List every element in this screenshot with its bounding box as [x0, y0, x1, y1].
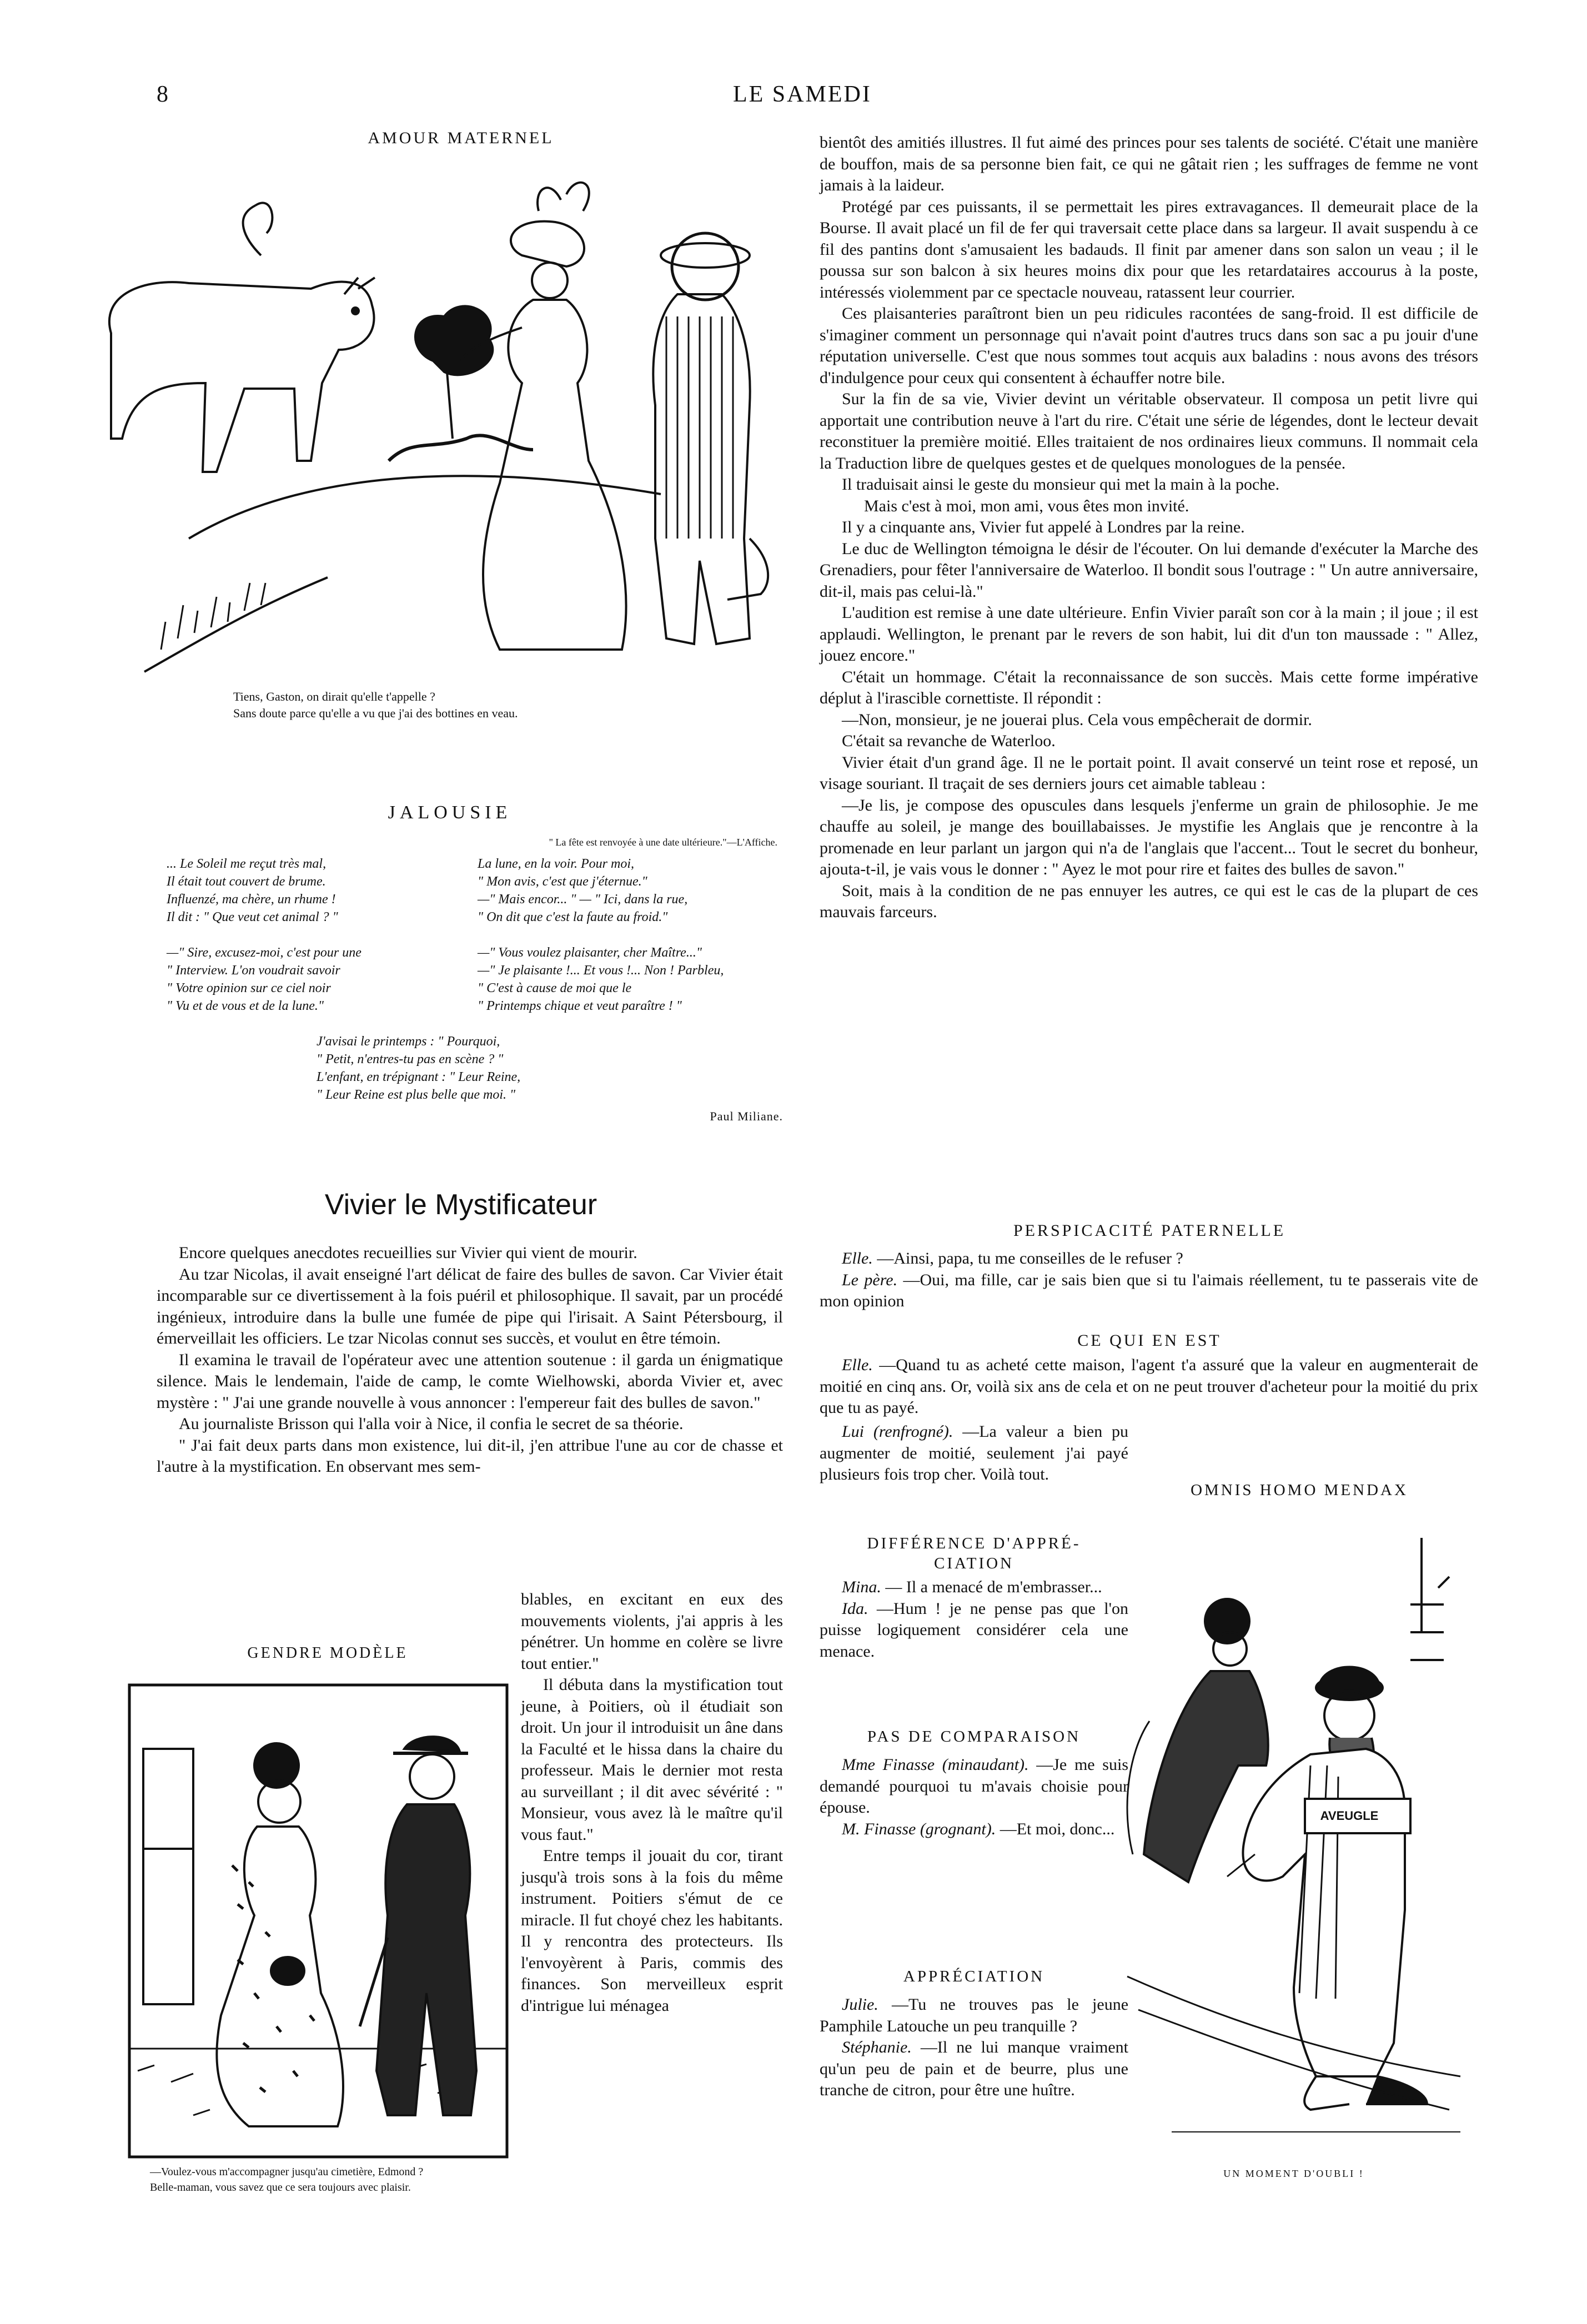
- omnis-caption: UN MOMENT D'OUBLI !: [1223, 2168, 1364, 2179]
- jalousie-stanza-right-1: La lune, en la voir. Pour moi, " Mon avis, c'est que j'éternue." —" Mais encor... " — " Ici, dans la rue, " On dit que c'est la faute au froid.": [478, 857, 688, 924]
- col2-paragraph: Le duc de Wellington témoigna le désir de l'écouter. On lui demande d'exécuter la Marche des Grenadiers, pour fêter l'anniversaire de Waterloo. Il bondit sous l'outrage : " Un autre anniversaire, dit-il, mais pas celui-là.": [820, 539, 1478, 601]
- dialogue-line: —La valeur a bien pu augmenter de moitié, seulement j'ai payé plusieurs fois trop cher. Voilà tout.: [820, 1422, 1129, 1483]
- vivier-body-narrow: [521, 1589, 783, 2016]
- difference-body: [820, 1577, 1128, 1662]
- appreciation-body: [820, 1994, 1128, 2101]
- vivier-paragraph: Encore quelques anecdotes recueillies sur Vivier qui vient de mourir.: [179, 1244, 637, 1262]
- col2-paragraph: Protégé par ces puissants, il se permettait les pires extravagances. Il demeurait place de la Bourse. Il avait placé un fil de fer qui traversait cette place dans sa largeur. Il avait suspendu à ce fil des pantins dont s'amusaient les badauds. Il finit par amener dans son salon un veau ; il le poussa sur son balcon à six heures moins dix pour que les retardataires accourus à la poste, intéressés violemment par ce spectacle nouveau, ratassent leur courrier.: [820, 197, 1478, 301]
- page-number: 8: [157, 82, 170, 107]
- cequienest-body-2: [820, 1421, 1128, 1486]
- jalousie-stanza-center: J'avisai le printemps : " Pourquoi, " Petit, n'entres-tu pas en scène ? " L'enfant, en trépignant : " Leur Reine, " Leur Reine est plus belle que moi. ": [317, 1034, 521, 1102]
- col2-paragraph: Soit, mais à la condition de ne pas ennuyer les autres, ce qui est le cas de la plupart de ces mauvais farceurs.: [820, 881, 1478, 921]
- amour-heading: AMOUR MATERNEL: [368, 129, 554, 147]
- col2-paragraph: Sur la fin de sa vie, Vivier devint un véritable observateur. Il composa un petit livre qui apportait une contribution neuve à l'art du rire. C'était une série de légendes, dont le lecteur devait reconstituer la première moitié. Elles traitaient de nos ordinaires lieux communs. Il nommait cela la Traduction libre de quelques gestes et de quelques monologues de la pensée.: [820, 390, 1478, 472]
- speaker: Elle.: [842, 1356, 873, 1374]
- gendre-caption-line-1: —Voulez-vous m'accompagner jusqu'au cimetière, Edmond ?: [150, 2166, 424, 2178]
- comparaison-heading: PAS DE COMPARAISON: [867, 1728, 1081, 1745]
- difference-heading-line-2: CIATION: [934, 1555, 1014, 1572]
- difference-heading-line-1: DIFFÉRENCE D'APPRÉ-: [867, 1535, 1081, 1552]
- gendre-modele-illustration: [127, 1682, 510, 2160]
- vivier-paragraph: " J'ai fait deux parts dans mon existence, lui dit-il, j'en attribue l'une au cor de chasse et l'autre à la mystification. En observant mes sem-: [157, 1436, 783, 1476]
- col2-paragraph: Ces plaisanteries paraîtront bien un peu ridicules racontées de sang-froid. Il est difficile de s'imaginer comment un personnage qui n'avait point d'autres trucs dans son sac a pu jouir d'une réputation universelle. C'est que nous sommes tout acquis aux baladins : nous avons des trésors d'indulgence pour ceux qui consentent à échauffer notre bile.: [820, 304, 1478, 387]
- dialogue-line: —Hum ! je ne pense pas que l'on puisse logiquement considérer cela une menace.: [820, 1599, 1129, 1661]
- col2-paragraph: —Je lis, je compose des opuscules dans lesquels j'enferme un grain de philosophie. Je me chauffe au soleil, je mange des bouillabaisses. Je mystifie les Anglais que je rencontre à la promenade en leur parlant un jargon qui n'a de l'anglais que l'accent... Tout le secret du bonheur, ajouta-t-il, je vais vous le donner : " Ayez le mot pour rire et faites des bulles de savon.": [820, 796, 1478, 878]
- gendre-heading: GENDRE MODÈLE: [247, 1644, 408, 1662]
- dialogue-line: —Et moi, donc...: [1000, 1819, 1115, 1838]
- col2-paragraph: Il y a cinquante ans, Vivier fut appelé à Londres par la reine.: [842, 518, 1245, 536]
- speaker: M. Finasse (grognant).: [842, 1819, 996, 1838]
- jalousie-stanza-right-2: —" Vous voulez plaisanter, cher Maître..." —" Je plaisante !... Et vous !... Non ! Parbleu, " C'est à cause de moi que le " Printemps chique et veut paraître ! ": [478, 945, 724, 1013]
- col2-paragraph: —Non, monsieur, je ne jouerai plus. Cela vous empêcherait de dormir.: [842, 710, 1312, 729]
- speaker: Le père.: [842, 1270, 898, 1289]
- vivier-paragraph: Entre temps il jouait du cor, tirant jusqu'à trois sons à la fois du même instrument. Poitiers s'émut de ce miracle. Il fut choyé chez les habitants. Il y rencontra des protecteurs. Ils l'envoyèrent à Paris, commis des finances. Son merveilleux esprit d'intrigue lui ménagea: [521, 1847, 783, 2015]
- vivier-paragraph: Au journaliste Brisson qui l'alla voir à Nice, il confia le secret de sa théorie.: [179, 1415, 684, 1433]
- vivier-continued: [820, 132, 1478, 923]
- speaker: Mina.: [842, 1578, 881, 1596]
- col2-paragraph: C'était un hommage. C'était la reconnaissance de son succès. Mais cette forme impérative déplut à l'irascible cornettiste. Il répondit :: [820, 667, 1478, 707]
- vivier-title: Vivier le Mystificateur: [324, 1189, 597, 1221]
- amour-caption-line-2: Sans doute parce qu'elle a vu que j'ai des bottines en veau.: [233, 706, 518, 720]
- col2-paragraph: L'audition est remise à une date ultérieure. Enfin Vivier paraît son cor à la main ; il joue ; il est applaudi. Wellington, le prenant par le revers de son habit, lui dit d'un ton maussade : " Allez, jouez encore.": [820, 603, 1478, 665]
- omnis-homo-mendax-illustration: [1116, 1521, 1466, 2154]
- speaker: Julie.: [842, 1995, 878, 2014]
- speaker: Lui (renfrogné).: [842, 1422, 953, 1441]
- gendre-caption: [139, 2164, 505, 2195]
- col2-paragraph: Mais c'est à moi, mon ami, vous êtes mon invité.: [864, 496, 1189, 515]
- amour-caption-line-1: Tiens, Gaston, on dirait qu'elle t'appelle ?: [233, 690, 435, 703]
- jalousie-stanza-left-1: ... Le Soleil me reçut très mal, Il était tout couvert de brume. Influenzé, ma chère, un rhume ! Il dit : " Que veut cet animal ? ": [167, 857, 338, 924]
- col2-paragraph: Vivier était d'un grand âge. Il ne le portait point. Il avait conservé un teint rose et reposé, un visage souriant. Il traçait de ses derniers jours cet aimable tableau :: [820, 753, 1478, 793]
- difference-heading: [820, 1533, 1128, 1573]
- dialogue-line: —Tu ne trouves pas le jeune Pamphile Latouche un peu tranquille ?: [820, 1995, 1129, 2035]
- jalousie-epigraph: " La fête est renvoyée à une date ultérieure."—L'Affiche.: [549, 837, 777, 848]
- col2-paragraph: C'était sa revanche de Waterloo.: [842, 732, 1056, 750]
- newspaper-title: LE SAMEDI: [733, 82, 872, 107]
- speaker: Mme Finasse (minaudant).: [842, 1755, 1029, 1774]
- dialogue-line: — Il a menacé de m'embrasser...: [885, 1578, 1102, 1596]
- vivier-paragraph: Au tzar Nicolas, il avait enseigné l'art délicat de faire des bulles de savon. Car Vivier était incomparable sur ce divertissement à la fois puéril et philosophique. Il savait, par un procédé ingénieux, introduire dans la bulle une fumée de pipe qui l'irisait. A Saint Pétersbourg, il émerveillait les officiers. Le tzar Nicolas connut ses succès, et voulut en être témoin.: [157, 1265, 783, 1347]
- speaker: Elle.: [842, 1249, 873, 1267]
- col2-paragraph: Il traduisait ainsi le geste du monsieur qui met la main à la poche.: [842, 475, 1280, 494]
- comparaison-body: [820, 1754, 1128, 1840]
- gendre-caption-line-2: Belle-maman, vous savez que ce sera toujours avec plaisir.: [150, 2181, 411, 2194]
- dialogue-line: —Il ne lui manque vraiment qu'un peu de pain et de beurre, plus une tranche de citron, pour être une huître.: [820, 2038, 1129, 2099]
- vivier-body-full: [157, 1243, 783, 1478]
- dialogue-line: —Ainsi, papa, tu me conseilles de le refuser ?: [877, 1249, 1183, 1267]
- jalousie-heading: JALOUSIE: [388, 802, 512, 823]
- vivier-paragraph: blables, en excitant en eux des mouvements violents, j'ai appris à les pénétrer. Un homme en colère se livre tout entier.": [521, 1590, 783, 1673]
- vivier-paragraph: Il débuta dans la mystification tout jeune, à Poitiers, où il étudiait son droit. Un jour il introduisit un âne dans la Faculté et le hissa dans la chaire du professeur. Mais le dernier mot resta au surveillant ; il dit avec sévérité : " Monsieur, vous avez là le maître qu'il vous faut.": [521, 1676, 783, 1844]
- perspicacite-heading: PERSPICACITÉ PATERNELLE: [1013, 1221, 1286, 1240]
- amour-maternel-illustration: [78, 150, 777, 683]
- jalousie-signature: Paul Miliane.: [710, 1109, 783, 1123]
- omnis-heading: OMNIS HOMO MENDAX: [1191, 1481, 1408, 1499]
- dialogue-line: —Oui, ma fille, car je sais bien que si tu l'aimais réellement, tu te passerais vite de mon opinion: [820, 1270, 1478, 1310]
- col2-paragraph: bientôt des amitiés illustres. Il fut aimé des princes pour ses talents de société. C'était une manière de bouffon, mais de sa personne bien fait, ce qui ne gâtait rien ; les suffrages de femme ne vont jamais à la laideur.: [820, 133, 1478, 194]
- dialogue-line: —Quand tu as acheté cette maison, l'agent t'a assuré que la valeur en augmenterait de moitié en cinq ans. Or, voilà six ans de cela et on ne peut trouver d'acheteur pour la moitié du prix que tu as payé.: [820, 1356, 1478, 1417]
- cequienest-body-1: [820, 1355, 1478, 1419]
- aveugle-sign-text: AVEUGLE: [1320, 1809, 1379, 1823]
- vivier-paragraph: Il examina le travail de l'opérateur avec une attention soutenue : il garda un énigmatique silence. Mais le lendemain, l'aide de camp, le comte Wielhowski, aborda Vivier et, avec mystère : " J'ai une grande nouvelle à vous annoncer : l'empereur fait des bulles de savon.": [157, 1350, 783, 1412]
- jalousie-stanza-left-2: —" Sire, excusez-moi, c'est pour une " Interview. L'on voudrait savoir " Votre opinion sur ce ciel noir " Vu et de vous et de la lune.": [167, 945, 361, 1013]
- cequienest-heading: CE QUI EN EST: [1077, 1331, 1222, 1350]
- speaker: Stéphanie.: [842, 2038, 912, 2056]
- perspicacite-body: [820, 1248, 1478, 1312]
- speaker: Ida.: [842, 1599, 868, 1618]
- appreciation-heading: APPRÉCIATION: [903, 1968, 1045, 1985]
- dialogue-line: —Je me suis demandé pourquoi tu m'avais choisie pour épouse.: [820, 1755, 1128, 1817]
